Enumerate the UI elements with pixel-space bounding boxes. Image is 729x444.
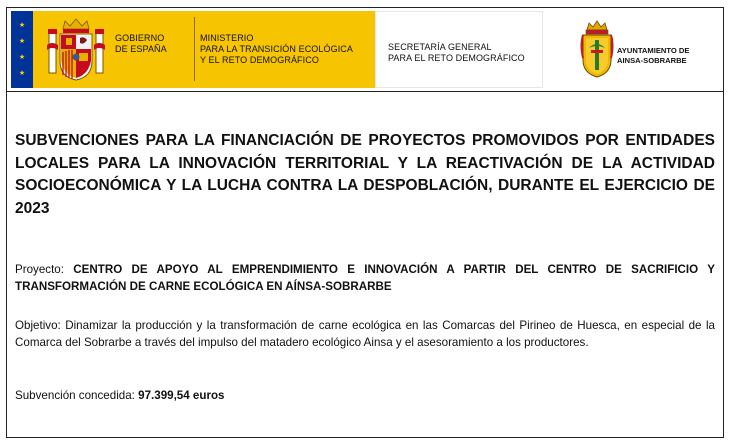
subvencion-label: Subvención concedida: bbox=[15, 389, 135, 402]
subvencion-paragraph bbox=[15, 387, 715, 404]
subvencion-value: 97.399,54 euros bbox=[138, 389, 225, 402]
gobierno-line-1: GOBIERNO bbox=[115, 33, 165, 43]
logo-divider bbox=[194, 17, 195, 81]
ministerio-line-2: PARA LA TRANSICIÓN ECOLÓGICA bbox=[200, 44, 354, 54]
ayuntamiento-line-2: AINSA-SOBRARBE bbox=[617, 56, 687, 65]
gobierno-line-2: DE ESPAÑA bbox=[115, 44, 167, 54]
ayuntamiento-text bbox=[617, 46, 721, 66]
objetivo-label: Objetivo: bbox=[15, 319, 61, 332]
secretaria-logo-block bbox=[375, 11, 543, 88]
proyecto-paragraph bbox=[15, 261, 715, 295]
ministerio-line-3: Y EL RETO DEMOGRÁFICO bbox=[200, 55, 319, 65]
objetivo-value: Dinamizar la producción y la transformación de carne ecológica en las Comarcas del Pirineo de Huesca, en especial de la Comarca del Sobrarbe a través del impulso del matadero ecológico Ainsa y el asesoramiento a los productores. bbox=[15, 319, 715, 349]
secretaria-line-1: SECRETARÍA GENERAL bbox=[388, 42, 492, 52]
gobierno-logo-block bbox=[11, 11, 375, 88]
proyecto-value: CENTRO DE APOYO AL EMPRENDIMIENTO E INNOVACIÓN A PARTIR DEL CENTRO DE SACRIFICIO Y TRANSFORMACIÓN DE CARNE ECOLÓGICA EN AÍNSA-SOBRARBE bbox=[15, 263, 715, 293]
ainsa-sobrarbe-crest-icon bbox=[580, 20, 614, 78]
header bbox=[7, 8, 723, 92]
ministerio-text bbox=[200, 33, 375, 66]
eu-flag-icon: ★ ★ ★ ★ bbox=[11, 11, 33, 88]
ministerio-line-1: MINISTERIO bbox=[200, 33, 254, 43]
spain-coat-of-arms-icon bbox=[47, 17, 105, 83]
ayuntamiento-line-1: AYUNTAMIENTO DE bbox=[617, 46, 690, 55]
document-frame bbox=[6, 7, 724, 438]
document-title: SUBVENCIONES PARA LA FINANCIACIÓN DE PROYECTOS PROMOVIDOS POR ENTIDADES LOCALES PARA LA INNOVACIÓN TERRITORIAL Y LA REACTIVACIÓN DE LA ACTIVIDAD SOCIOECONÓMICA Y LA LUCHA CONTRA LA DESPOBLACIÓN, DURANTE EL EJERCICIO DE 2023 bbox=[15, 132, 715, 217]
objetivo-paragraph bbox=[15, 317, 715, 351]
secretaria-text bbox=[388, 42, 538, 64]
secretaria-line-2: PARA EL RETO DEMOGRÁFICO bbox=[388, 53, 525, 63]
gobierno-de-espana-text bbox=[115, 33, 195, 55]
proyecto-label: Proyecto: bbox=[15, 263, 64, 276]
